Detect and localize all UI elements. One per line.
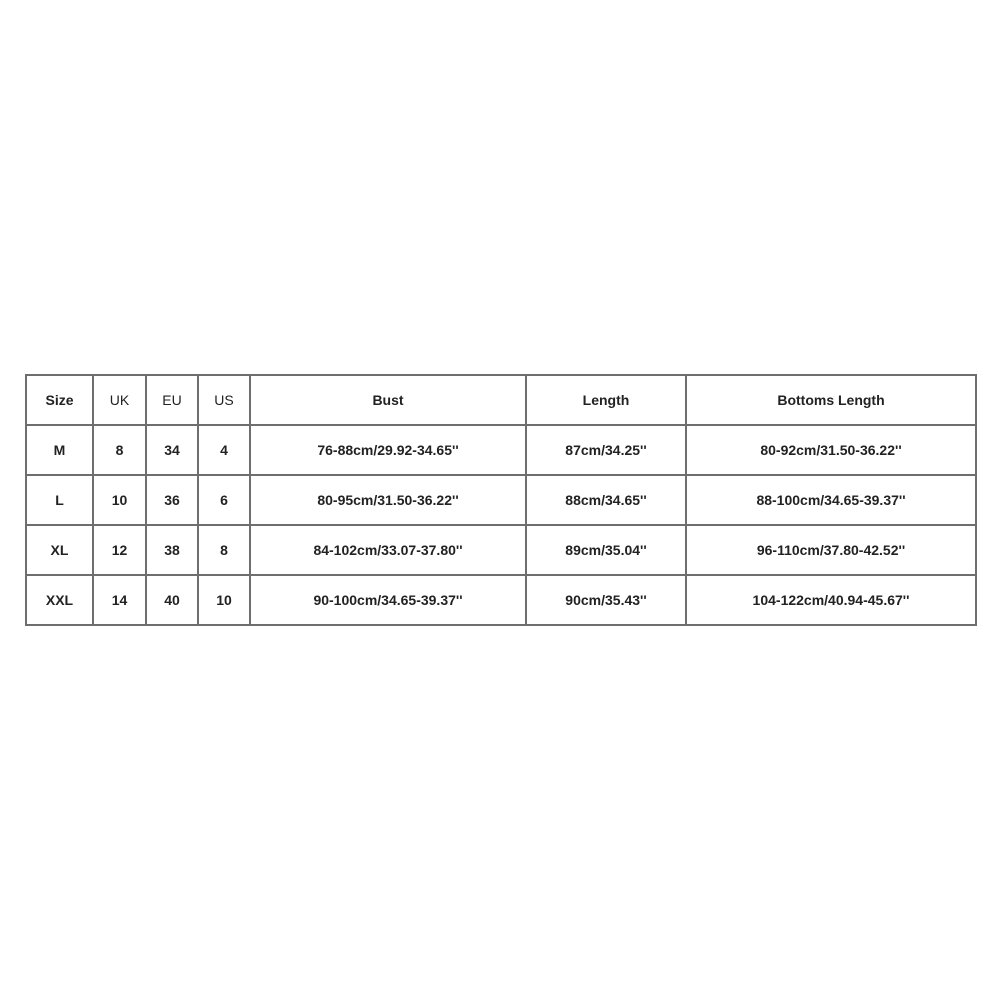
header-bust: Bust bbox=[250, 375, 526, 425]
cell-length: 87cm/34.25'' bbox=[526, 425, 686, 475]
table-row bbox=[26, 425, 976, 475]
cell-uk: 8 bbox=[93, 425, 146, 475]
cell-bottoms-length: 104-122cm/40.94-45.67'' bbox=[686, 575, 976, 625]
cell-bottoms-length: 80-92cm/31.50-36.22'' bbox=[686, 425, 976, 475]
cell-eu: 34 bbox=[146, 425, 198, 475]
cell-uk: 12 bbox=[93, 525, 146, 575]
cell-bottoms-length: 88-100cm/34.65-39.37'' bbox=[686, 475, 976, 525]
header-us: US bbox=[198, 375, 250, 425]
size-chart-table bbox=[25, 374, 977, 626]
cell-uk: 14 bbox=[93, 575, 146, 625]
cell-eu: 36 bbox=[146, 475, 198, 525]
cell-length: 88cm/34.65'' bbox=[526, 475, 686, 525]
cell-us: 6 bbox=[198, 475, 250, 525]
cell-bust: 84-102cm/33.07-37.80'' bbox=[250, 525, 526, 575]
cell-bottoms-length: 96-110cm/37.80-42.52'' bbox=[686, 525, 976, 575]
cell-us: 8 bbox=[198, 525, 250, 575]
cell-us: 4 bbox=[198, 425, 250, 475]
cell-eu: 40 bbox=[146, 575, 198, 625]
header-eu: EU bbox=[146, 375, 198, 425]
cell-uk: 10 bbox=[93, 475, 146, 525]
cell-length: 90cm/35.43'' bbox=[526, 575, 686, 625]
cell-bust: 80-95cm/31.50-36.22'' bbox=[250, 475, 526, 525]
cell-eu: 38 bbox=[146, 525, 198, 575]
header-uk: UK bbox=[93, 375, 146, 425]
cell-us: 10 bbox=[198, 575, 250, 625]
table-row bbox=[26, 475, 976, 525]
cell-size: XXL bbox=[26, 575, 93, 625]
table-row bbox=[26, 525, 976, 575]
table-header-row bbox=[26, 375, 976, 425]
cell-size: XL bbox=[26, 525, 93, 575]
header-bottoms-length: Bottoms Length bbox=[686, 375, 976, 425]
header-size: Size bbox=[26, 375, 93, 425]
cell-length: 89cm/35.04'' bbox=[526, 525, 686, 575]
cell-bust: 76-88cm/29.92-34.65'' bbox=[250, 425, 526, 475]
header-length: Length bbox=[526, 375, 686, 425]
cell-size: M bbox=[26, 425, 93, 475]
cell-bust: 90-100cm/34.65-39.37'' bbox=[250, 575, 526, 625]
cell-size: L bbox=[26, 475, 93, 525]
table-row bbox=[26, 575, 976, 625]
